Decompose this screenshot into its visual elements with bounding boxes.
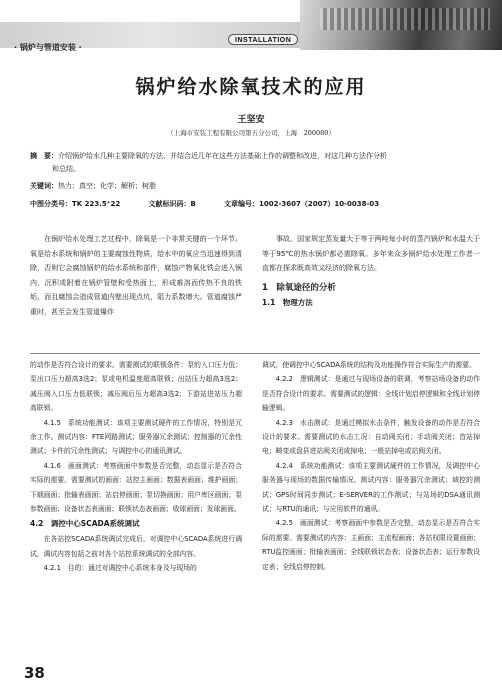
doc-code-label: 文献标识码： xyxy=(148,200,191,208)
keywords xyxy=(30,181,156,191)
article-no-label: 文章编号： xyxy=(224,200,260,208)
author: 王坚安 xyxy=(237,115,265,125)
subsection-heading: 4.2 调控中心SCADA系统调试 xyxy=(30,519,140,529)
clc-value: TK 223.5⁺22 xyxy=(72,200,121,208)
lower-left-column xyxy=(30,358,242,576)
lower-paragraph: 4.2.3 水击测试：是通过模拟水击条件，触发设备的动作是否符合设计的要求。需要测试的水击工况：自动阀关闭；手动阀关闭；首站掉电；畸变或盘县进站阀关闭或掉电；一般站掉电或站阀关闭。 xyxy=(262,418,480,456)
abstract-text: 介绍锅炉给水几种主要除氧的方法、并结合近几年在这些方法基础上作的调整和改进，对这几种方法作分析 xyxy=(58,152,387,160)
lower-paragraph: 4.2.1 目的：通过对调控中心系统本身及与现场的 xyxy=(43,564,197,573)
page-number: 38 xyxy=(24,664,45,682)
section-heading: 1 除氧途径的分析 xyxy=(262,282,336,293)
body-paragraph: 在锅炉给水处理工艺过程中，除氧是一个非常关键的一个环节。氧是给水系统和锅炉的主要腐蚀性物质，给水中的氧应当迅速得到清除，否则它会腐蚀锅炉的给水系统和部件，腐蚀产物氧化铁会进入锅内，沉积或附着在锅炉管壁和受热面上，形成难溶而传热不良的铁垢，而且腐蚀会造成管道内壁出现点坑，阻力系数增大。管道腐蚀严重时，甚至会发生管道爆炸 xyxy=(30,235,242,316)
body-right-column xyxy=(262,232,480,310)
subsection-heading: 1.1 物理方法 xyxy=(262,297,313,307)
lower-paragraph: 的动作是否符合设计的要求。需要测试的联锁条件：泵的入口压力低；泵出口压力超高3选2；泵或电机温度超高联锁；出站压力超高3选2；减压阀入口压力低联锁；减压阀后压力超高3选2；下游站进站压力超高联锁。 xyxy=(30,361,242,413)
body-left-column xyxy=(30,232,242,320)
lower-paragraph: 4.2.4 系统功能测试：该项主要测试硬件的工作情况，及调控中心服务器与现场的数据传输情况。测试内容：服务器冗余测试；域控的测试；GPS时间同步测试；E-SERVER的工作测试；与站场的DSA通讯测试；与RTU的通讯；与应用软件的通讯。 xyxy=(262,461,480,514)
lower-right-column xyxy=(262,358,480,574)
doc-code-value: B xyxy=(190,200,196,208)
article-no-value: 1002-3607（2007）10-0038-03 xyxy=(259,200,380,208)
abstract xyxy=(30,150,480,176)
section-tag: · 锅炉与管道安装 · xyxy=(14,43,82,52)
keywords-text: 热力；真空；化学；解析；树脂 xyxy=(58,182,156,190)
classification-line xyxy=(30,199,405,209)
affiliation: （上海市安装工程有限公司第五分公司，上海 200080） xyxy=(167,129,335,137)
lower-paragraph: 在各站控SCADA系统调试完成后，对调控中心SCADA系统进行调试，调试内容包括之前对各个站控系统调试的全部内容。 xyxy=(30,535,242,558)
lower-paragraph: 4.2.2 逻辑测试：是通过与现场设备的联调，考察站场设备的动作是否符合设计的要求。需要测试的逻辑：全线计划启停逻辑和全线计划停输逻辑。 xyxy=(262,375,480,413)
keywords-label: 关键词： xyxy=(30,182,58,190)
body-paragraph: 事故。国家规定蒸发量大于等于两吨每小时的蒸汽锅炉和水温大于等于95℃的热水锅炉都必需除氧。多年来众多锅炉给水处理工作者一直都在探求既高效又经济的除氧方法。 xyxy=(262,235,480,273)
lower-paragraph: 4.1.6 画面测试：考察画面中参数是否完整，动态显示是否符合实际的需要。需要测试的画面：站控主画面；数据表画面；维护画面；下载画面；批输表画面；站启停画面；泵切换画面；用户库区画面；泵参数画面；设备状态表画面；联锁状态表画面；收球画面；发球画面。 xyxy=(30,461,242,514)
article-title: 锅炉给水除氧技术的应用 xyxy=(135,76,367,98)
lower-paragraph: 调试，使调控中心SCADA系统的结构及功能操作符合实际生产的需要。 xyxy=(262,361,476,369)
divider-line xyxy=(30,353,480,354)
lower-paragraph: 4.1.5 系统功能测试：该项主要测试硬件的工作情况，特别是冗余工作。测试内容：FTE网路测试；服务器冗余测试；控制器的冗余性测试；卡件的冗余性测试；与调控中心的通讯测试。 xyxy=(30,418,242,456)
abstract-label: 摘 要： xyxy=(30,152,58,160)
installation-tag: INSTALLATION xyxy=(228,34,298,45)
abstract-text-cont: 和总结。 xyxy=(52,165,80,173)
banner-photo xyxy=(300,0,502,50)
lower-paragraph: 4.2.5 画面测试：考察画面中参数是否完整，动态显示是否符合实际的需要。需要测试的内容：主画面；主流程画面；各站权限设置画面；RTU监控画面；批输表画面；全线联锁状态表；设备状态表；运行参数设定表；全线启停控制。 xyxy=(262,519,480,571)
clc-label: 中图分类号： xyxy=(30,200,72,208)
